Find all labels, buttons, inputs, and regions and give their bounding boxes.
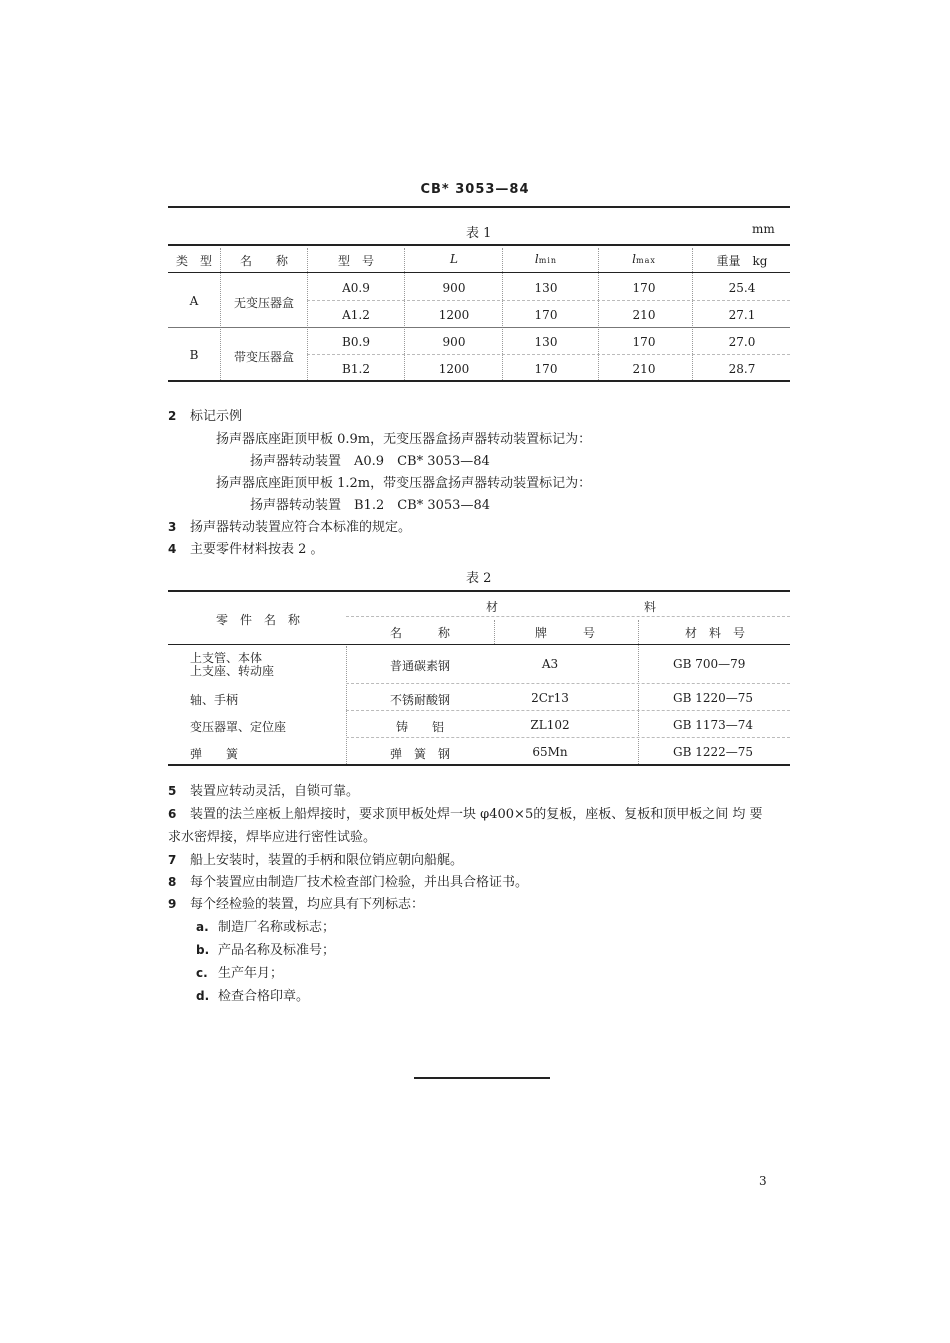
t1-header-model: 型 号 xyxy=(337,254,375,268)
t2-cell-name: 弹 簧 钢 xyxy=(389,747,451,761)
t2-cell-part: 轴、手柄 xyxy=(190,693,239,707)
t2-cell-grade: 65Mn xyxy=(532,745,568,759)
t1-vsep xyxy=(307,248,308,380)
t2-vsep xyxy=(494,620,495,644)
t1-cell-lmin: 130 xyxy=(534,335,558,349)
t2-header-material-2: 料 xyxy=(643,600,657,614)
t1-cell-model: A1.2 xyxy=(342,308,370,322)
t2-vsep xyxy=(346,646,347,764)
t1-header-L: L xyxy=(450,252,458,266)
t2-cell-part: 上支座、转动座 xyxy=(190,664,275,678)
item-4: 4 主要零件材料按表 2 。 xyxy=(168,542,324,557)
table1-bottom-rule xyxy=(168,380,790,382)
item-6: 6 装置的法兰座板上船焊接时，要求顶甲板处焊一块 φ400×5的复板，座板、复板和顶甲板之间 均 要 xyxy=(168,807,763,822)
t2-cell-name: 不锈耐酸钢 xyxy=(389,693,451,707)
item-9: 9 每个经检验的装置，均应具有下列标志： xyxy=(168,897,425,912)
item-5: 5 装置应转动灵活，自锁可靠。 xyxy=(168,784,360,799)
item-9b: b. 产品名称及标准号； xyxy=(196,943,336,958)
table2-bottom-rule xyxy=(168,764,790,766)
t1-cell-lmin: 170 xyxy=(534,362,558,376)
table1-header-rule xyxy=(168,272,790,273)
t2-cell-std: GB 700—79 xyxy=(673,657,746,671)
t1-cell-weight: 28.7 xyxy=(728,362,756,376)
t2-cell-grade: 2Cr13 xyxy=(531,691,569,705)
t2-header-name: 名 称 xyxy=(389,626,451,640)
t1-cell-name: 无变压器盒 xyxy=(233,296,295,310)
t2-cell-name: 普通碳素钢 xyxy=(389,659,451,673)
t1-vsep xyxy=(502,248,503,380)
table2-header-rule xyxy=(168,644,790,645)
t1-header-lmax: lmax xyxy=(632,252,656,266)
standard-code-header: CB* 3053—84 xyxy=(420,182,530,197)
t1-cell-weight: 27.1 xyxy=(728,308,756,322)
item-9d: d. 检查合格印章。 xyxy=(196,989,310,1004)
t2-cell-part: 变压器罩、定位座 xyxy=(190,720,287,734)
t1-header-name: 名 称 xyxy=(239,254,289,268)
t2-cell-part: 弹 簧 xyxy=(190,747,239,761)
section2-line3: 扬声器底座距顶甲板 1.2m，带变压器盒扬声器转动装置标记为： xyxy=(216,476,592,491)
t1-cell-model: B1.2 xyxy=(342,362,370,376)
section2-line2: 扬声器转动装置 A0.9 CB* 3053—84 xyxy=(250,454,490,469)
t1-cell-weight: 25.4 xyxy=(728,281,756,295)
section2-line4: 扬声器转动装置 B1.2 CB* 3053—84 xyxy=(250,498,490,513)
t2-cell-grade: ZL102 xyxy=(530,718,570,732)
t1-cell-model: B0.9 xyxy=(342,335,370,349)
t2-cell-std: GB 1173—74 xyxy=(673,718,754,732)
table1-top-rule xyxy=(168,244,790,246)
t1-cell-type: B xyxy=(189,348,199,362)
item-7: 7 船上安装时，装置的手柄和限位销应朝向船艉。 xyxy=(168,853,464,868)
t1-header-lmin: lmin xyxy=(534,252,558,266)
t1-vsep xyxy=(692,248,693,380)
t2-header-part: 零 件 名 称 xyxy=(215,613,301,627)
t1-header-weight: 重量 kg xyxy=(716,254,768,268)
t1-cell-name: 带变压器盒 xyxy=(233,350,295,364)
t1-header-type: 类 型 xyxy=(175,254,213,268)
t1-cell-lmin: 130 xyxy=(534,281,558,295)
t1-cell-lmax: 170 xyxy=(632,335,656,349)
table1-caption: 表 1 xyxy=(466,226,492,241)
t2-row-sep xyxy=(346,737,790,738)
t1-cell-lmax: 170 xyxy=(632,281,656,295)
t1-cell-lmin: 170 xyxy=(534,308,558,322)
t1-cell-model: A0.9 xyxy=(342,281,370,295)
t2-header-material-1: 材 xyxy=(485,600,499,614)
t2-cell-name: 铸 铝 xyxy=(395,720,445,734)
t2-cell-part: 上支管、本体 xyxy=(190,651,263,665)
t1-cell-L: 900 xyxy=(442,281,466,295)
page-number: 3 xyxy=(759,1174,767,1188)
t2-vsep xyxy=(638,620,639,764)
t1-vsep xyxy=(220,248,221,380)
section2-heading: 2 标记示例 xyxy=(168,409,243,424)
t1-vsep xyxy=(404,248,405,380)
item-3: 3 扬声器转动装置应符合本标准的规定。 xyxy=(168,520,412,535)
t2-cell-std: GB 1222—75 xyxy=(673,745,754,759)
t1-vsep xyxy=(598,248,599,380)
t1-group-rule xyxy=(168,327,790,328)
header-rule xyxy=(168,206,790,208)
t2-cell-grade: A3 xyxy=(541,657,559,671)
t2-cell-std: GB 1220—75 xyxy=(673,691,754,705)
item-9a: a. 制造厂名称或标志； xyxy=(196,920,336,935)
t1-cell-lmax: 210 xyxy=(632,362,656,376)
t2-header-sep xyxy=(346,616,790,617)
t2-header-grade: 牌 号 xyxy=(534,626,596,640)
item-9c: c. 生产年月； xyxy=(196,966,284,981)
end-rule xyxy=(414,1077,550,1079)
table1-unit: mm xyxy=(752,222,775,236)
section2-line1: 扬声器底座距顶甲板 0.9m，无变压器盒扬声器转动装置标记为： xyxy=(216,432,592,447)
t1-cell-L: 1200 xyxy=(438,308,470,322)
t1-cell-weight: 27.0 xyxy=(728,335,756,349)
item-8: 8 每个装置应由制造厂技术检查部门检验，并出具合格证书。 xyxy=(168,875,529,890)
t1-row-sep xyxy=(307,354,790,355)
t1-cell-lmax: 210 xyxy=(632,308,656,322)
t2-header-std: 材 料 号 xyxy=(684,626,746,640)
t2-row-sep xyxy=(346,710,790,711)
table2-top-rule xyxy=(168,590,790,592)
t1-cell-type: A xyxy=(189,294,199,308)
item-6-continued: 求水密焊接，焊毕应进行密性试验。 xyxy=(168,830,377,845)
t1-cell-L: 900 xyxy=(442,335,466,349)
t1-row-sep xyxy=(307,300,790,301)
t1-cell-L: 1200 xyxy=(438,362,470,376)
t2-row-sep xyxy=(346,683,790,684)
table2-caption: 表 2 xyxy=(466,571,492,586)
